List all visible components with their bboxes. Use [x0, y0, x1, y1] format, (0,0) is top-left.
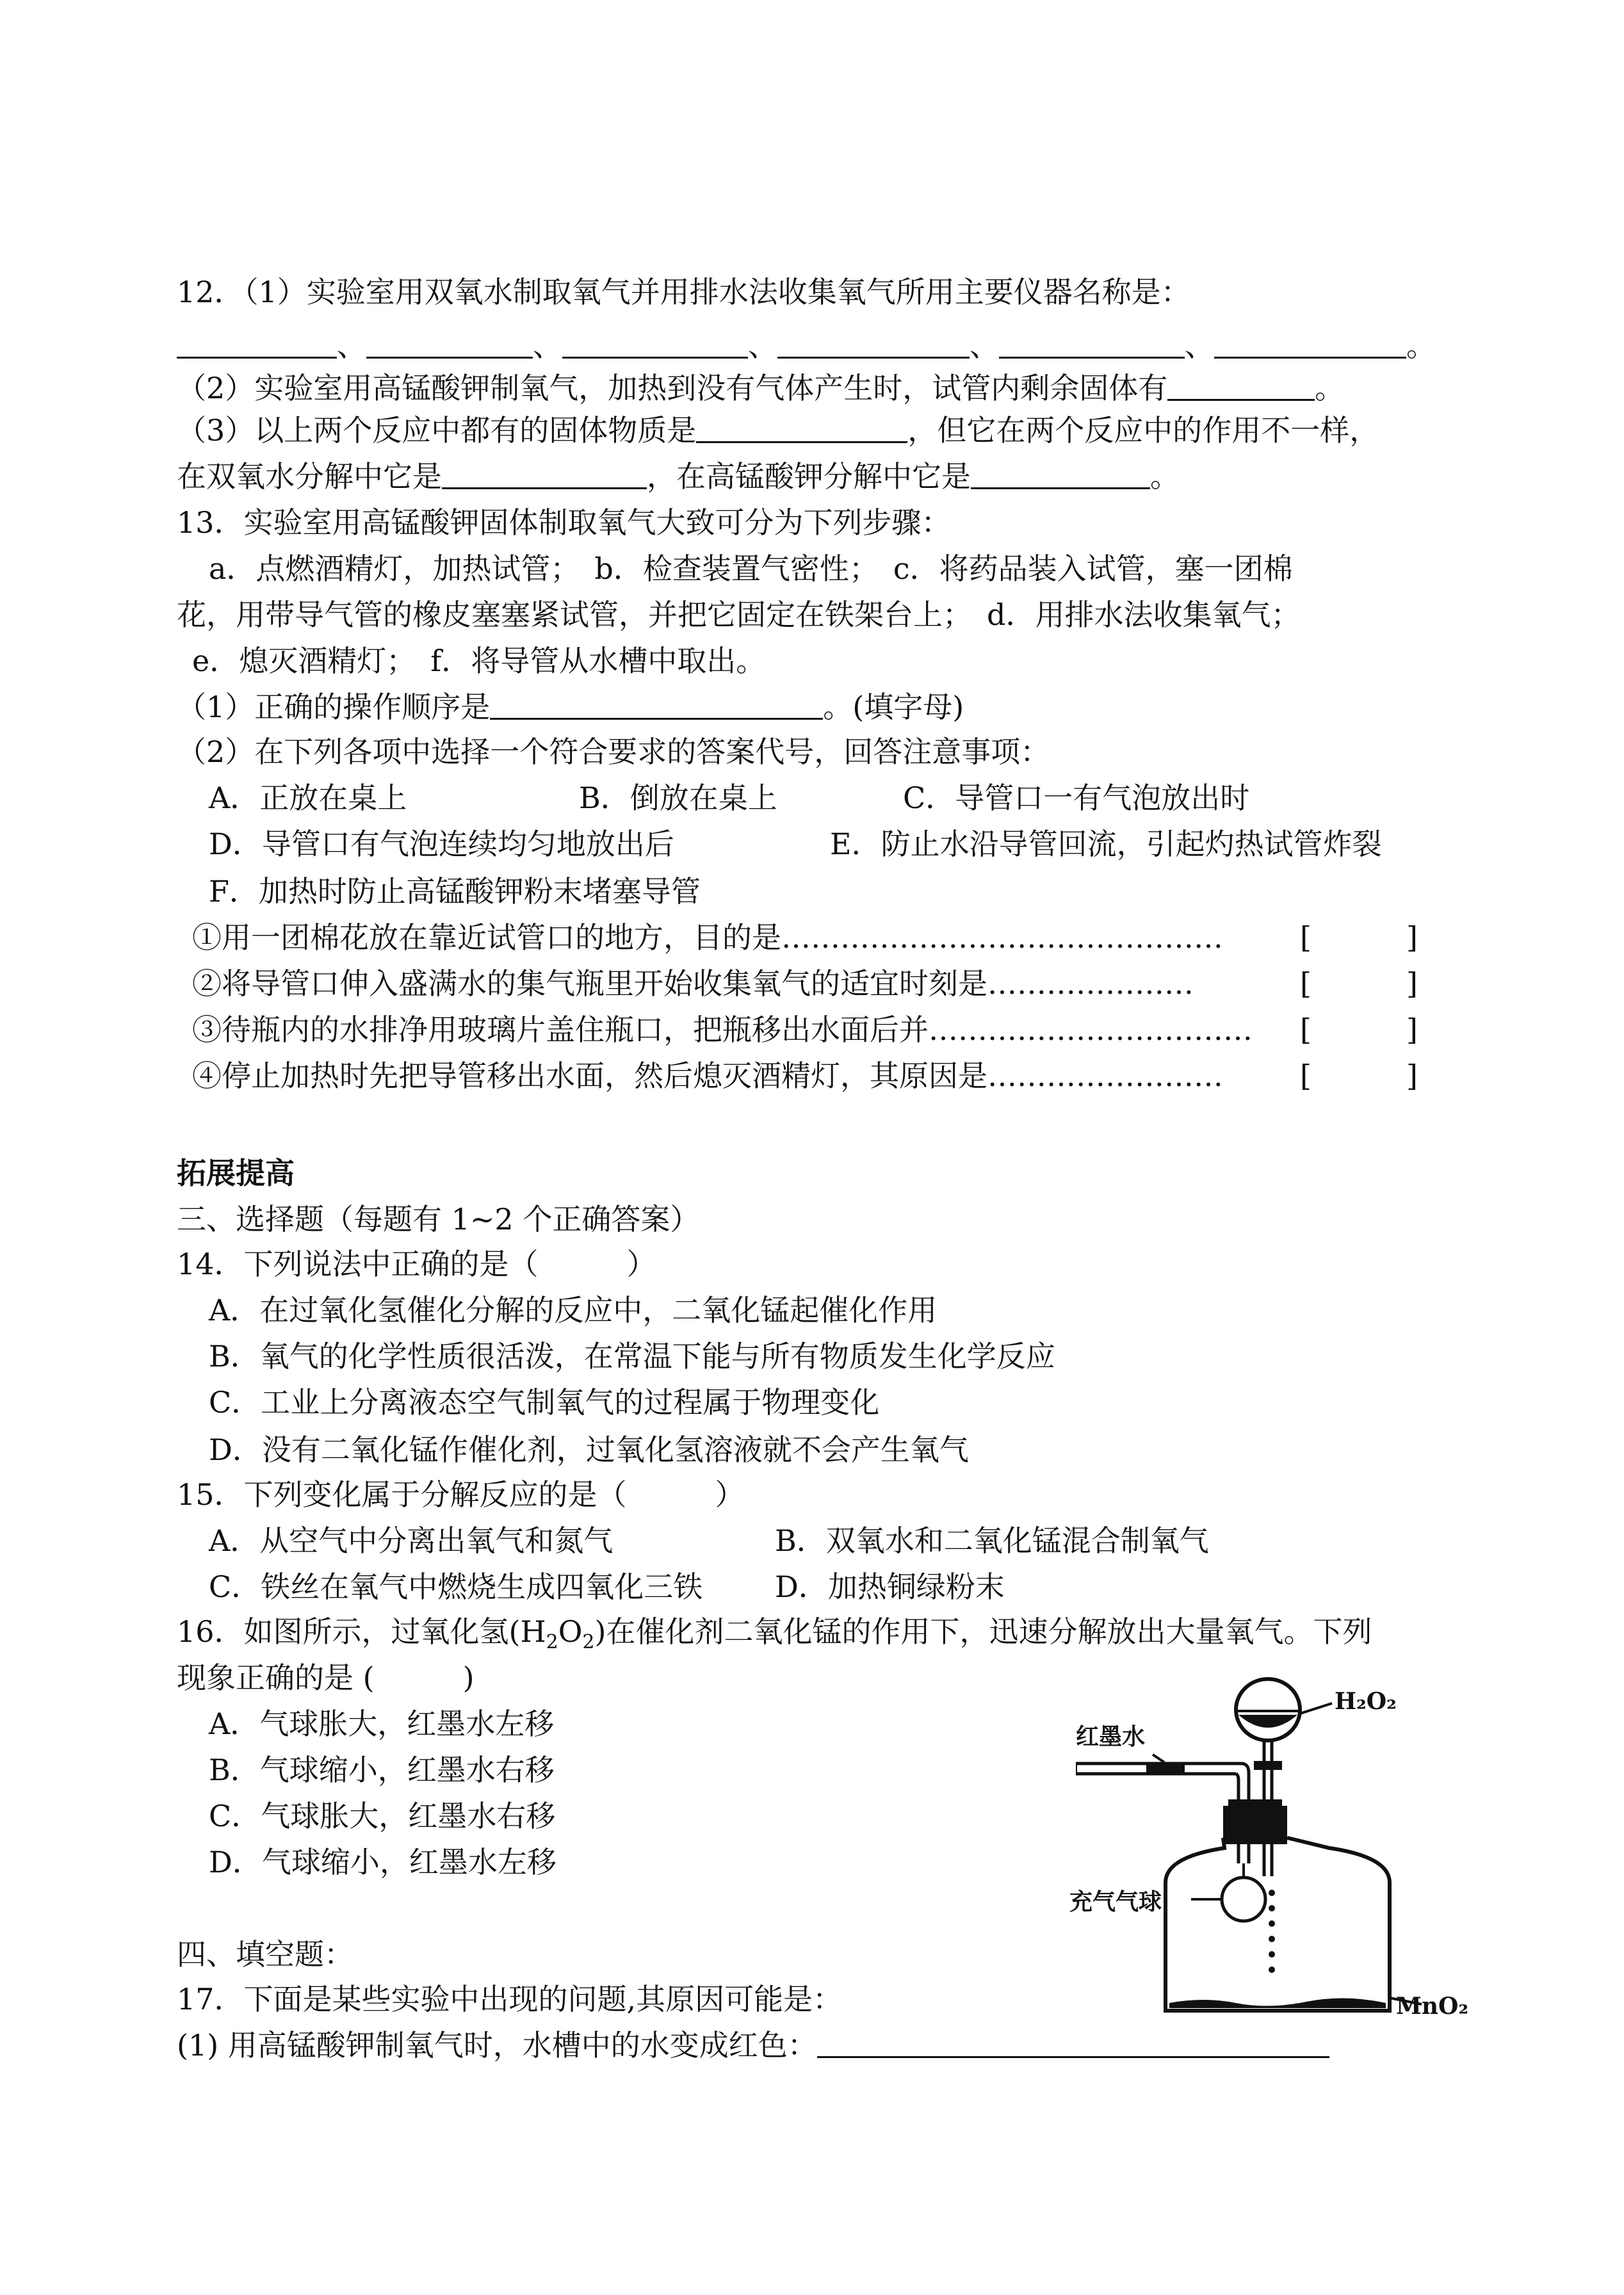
- section-title: 拓展提高: [177, 1156, 295, 1190]
- q17-stem: 17．下面是某些实验中出现的问题,其原因可能是：: [177, 1982, 843, 2016]
- q14-option-d: D．没有二氧化锰作催化剂，过氧化氢溶液就不会产生氧气: [209, 1432, 969, 1467]
- q17-part1: (1) 用高锰酸钾制氧气时，水槽中的水变成红色：: [177, 2027, 1329, 2063]
- q13-option-a: A．正放在桌上: [209, 781, 407, 815]
- q13-option-f: F．加热时防止高锰酸钾粉末堵塞导管: [209, 874, 701, 909]
- bottle: [1165, 1838, 1390, 2011]
- q12-instrument-blanks: 、 、 、 、 、 。: [177, 328, 1436, 364]
- answer-bracket-close: ]: [1406, 920, 1418, 955]
- label-balloon: 充气气球: [1069, 1889, 1162, 1915]
- q13-steps-line2: 花，用带导气管的橡皮塞塞紧试管，并把它固定在铁架台上； d．用排水法收集氧气；: [177, 597, 1301, 632]
- section-part3: 三、选择题（每题有 1~2 个正确答案）: [177, 1202, 700, 1237]
- answer-blank[interactable]: [562, 328, 748, 359]
- q13-steps-line1: a．点燃酒精灯，加热试管； b．检查装置气密性； c．将药品装入试管，塞一团棉: [209, 551, 1293, 586]
- q13-option-c: C．导管口一有气泡放出时: [903, 781, 1250, 815]
- answer-blank[interactable]: [490, 690, 823, 720]
- apparatus-diagram: [1069, 1665, 1486, 2023]
- rubber-stopper: [1223, 1806, 1287, 1844]
- q14-option-b: B．氧气的化学性质很活泼，在常温下能与所有物质发生化学反应: [209, 1339, 1055, 1374]
- answer-bracket-open[interactable]: [: [1300, 1012, 1311, 1047]
- q15-option-b: B．双氧水和二氧化锰混合制氧气: [775, 1523, 1209, 1558]
- q12-part2: （2）实验室用高锰酸钾制氧气，加热到没有气体产生时，试管内剩余固体有 。: [177, 371, 1345, 405]
- q14-stem: 14．下列说法中正确的是（ ）: [177, 1247, 656, 1281]
- q15-option-c: C．铁丝在氧气中燃烧生成四氧化三铁: [209, 1569, 703, 1604]
- q16-stem: 16．如图所示，过氧化氢$(H_2O_2)$在催化剂二氧化锰的作用下，迅速分解放出大量氧气。下列: [177, 1614, 1372, 1654]
- answer-blank[interactable]: [1214, 328, 1406, 359]
- answer-bracket-close: ]: [1406, 1012, 1418, 1047]
- q12-part3: （3）以上两个反应中都有的固体物质是 ，但它在两个反应中的作用不一样，: [177, 413, 1379, 448]
- section-part4: 四、填空题：: [177, 1937, 353, 1972]
- answer-blank[interactable]: [777, 328, 970, 359]
- balloon: [1222, 1877, 1265, 1921]
- q13-steps-line3: e．熄灭酒精灯； f．将导管从水槽中取出。: [192, 644, 766, 678]
- answer-bracket-close: ]: [1406, 1058, 1418, 1093]
- label-mno2: MnO₂: [1396, 1993, 1469, 2020]
- q13-option-d: D．导管口有气泡连续均匀地放出后: [209, 827, 674, 861]
- q15-option-d: D．加热铜绿粉末: [775, 1569, 1005, 1604]
- q14-option-c: C．工业上分离液态空气制氧气的过程属于物理变化: [209, 1385, 880, 1420]
- label-red-ink: 红墨水: [1076, 1724, 1146, 1750]
- q13-item-2: ②将导管口伸入盛满水的集气瓶里开始收集氧气的适宜时刻是…………………: [192, 966, 1194, 1001]
- q13-part1: （1）正确的操作顺序是 。(填字母): [177, 690, 964, 724]
- q16-option-c: C．气球胀大，红墨水右移: [209, 1799, 556, 1833]
- q12-part3-line2: 在双氧水分解中它是 ，在高锰酸钾分解中它是 。: [177, 459, 1180, 494]
- q15-option-a: A．从空气中分离出氧气和氮气: [209, 1523, 613, 1558]
- answer-blank[interactable]: [999, 328, 1185, 359]
- q13-part2: （2）在下列各项中选择一个符合要求的答案代号，回答注意事项：: [177, 734, 1050, 769]
- answer-blank[interactable]: [696, 413, 907, 443]
- answer-blank[interactable]: [1167, 371, 1315, 401]
- answer-blank[interactable]: [366, 328, 533, 359]
- q13-item-3: ③待瓶内的水排净用玻璃片盖住瓶口，把瓶移出水面后并……………………………: [192, 1012, 1253, 1047]
- answer-bracket-close: ]: [1406, 966, 1418, 1001]
- q16-option-d: D．气球缩小，红墨水左移: [209, 1845, 556, 1879]
- answer-bracket-open[interactable]: [: [1300, 1058, 1311, 1093]
- q13-stem: 13．实验室用高锰酸钾固体制取氧气大致可分为下列步骤：: [177, 505, 951, 540]
- answer-bracket-open[interactable]: [: [1300, 920, 1311, 955]
- label-h2o2: H₂O₂: [1335, 1688, 1397, 1715]
- answer-bracket-open[interactable]: [: [1300, 966, 1311, 1001]
- q15-stem: 15．下列变化属于分解反应的是（ ）: [177, 1477, 745, 1512]
- q13-option-b: B．倒放在桌上: [579, 781, 777, 815]
- q16-stem-line2: 现象正确的是 ( ): [177, 1660, 475, 1695]
- q16-option-a: A．气球胀大，红墨水左移: [209, 1707, 555, 1741]
- answer-blank[interactable]: [442, 459, 647, 489]
- q13-item-1: ①用一团棉花放在靠近试管口的地方，目的是………………………………………: [192, 920, 1223, 955]
- q13-item-4: ④停止加热时先把导管移出水面，然后熄灭酒精灯，其原因是……………………: [192, 1058, 1223, 1093]
- answer-blank[interactable]: [817, 2028, 1329, 2058]
- q12-stem: 12．（1）实验室用双氧水制取氧气并用排水法收集氧气所用主要仪器名称是：: [177, 275, 1190, 309]
- q13-option-e: E．防止水沿导管回流，引起灼热试管炸裂: [830, 827, 1382, 861]
- answer-blank[interactable]: [177, 328, 337, 359]
- answer-blank[interactable]: [971, 459, 1150, 489]
- q16-option-b: B．气球缩小，红墨水右移: [209, 1753, 555, 1787]
- q14-option-a: A．在过氧化氢催化分解的反应中，二氧化锰起催化作用: [209, 1293, 938, 1327]
